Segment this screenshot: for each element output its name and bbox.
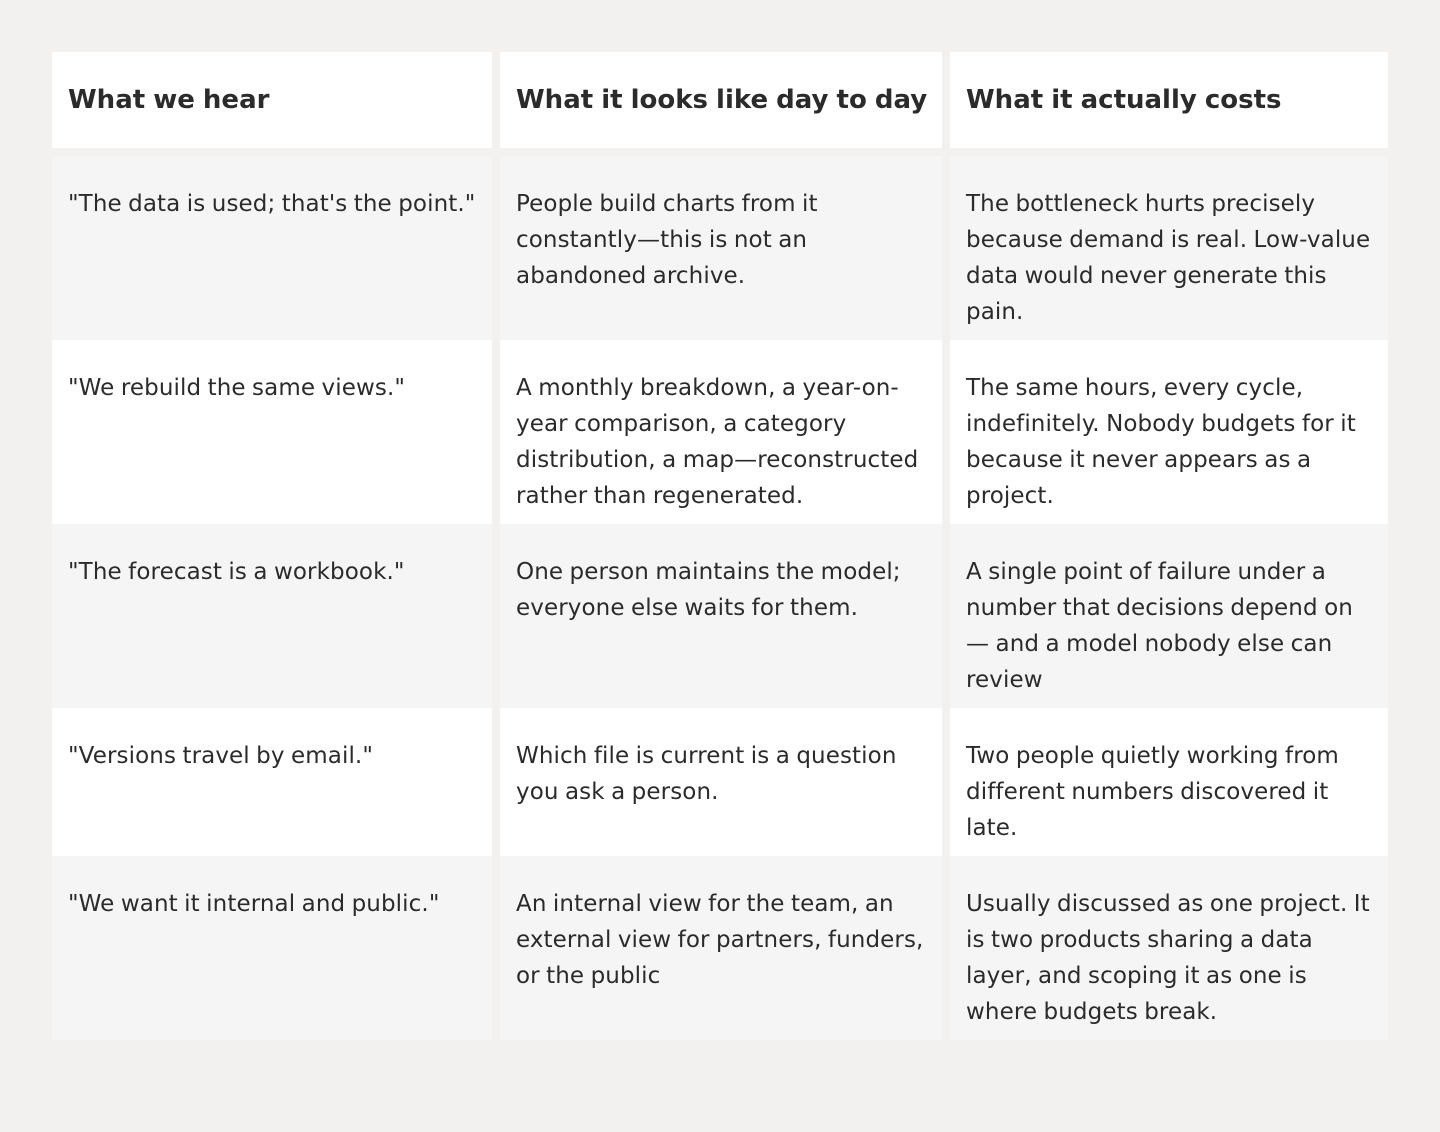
column-header: What it actually costs xyxy=(950,52,1388,148)
table-cell: "The forecast is a workbook." xyxy=(52,524,492,708)
table-cell: "We rebuild the same views." xyxy=(52,340,492,524)
comparison-table xyxy=(52,52,1388,1040)
table-cell: "The data is used; that's the point." xyxy=(52,156,492,340)
table-cell: Which file is current is a question you ask a person. xyxy=(500,708,942,856)
column-header: What we hear xyxy=(52,52,492,148)
table-cell: An internal view for the team, an external view for partners, funders, or the public xyxy=(500,856,942,1040)
table-cell: People build charts from it constantly—this is not an abandoned archive. xyxy=(500,156,942,340)
table-cell: A monthly breakdown, a year-on-year comparison, a category distribution, a map—reconstructed rather than regenerated. xyxy=(500,340,942,524)
table-cell: One person maintains the model; everyone else waits for them. xyxy=(500,524,942,708)
table-cell: "Versions travel by email." xyxy=(52,708,492,856)
column-header: What it looks like day to day xyxy=(500,52,942,148)
table-cell: "We want it internal and public." xyxy=(52,856,492,1040)
table-cell: A single point of failure under a number that decisions depend on — and a model nobody else can review xyxy=(950,524,1388,708)
table-cell: Usually discussed as one project. It is two products sharing a data layer, and scoping it as one is where budgets break. xyxy=(950,856,1388,1040)
table-cell: The bottleneck hurts precisely because demand is real. Low-value data would never generate this pain. xyxy=(950,156,1388,340)
table-cell: Two people quietly working from different numbers discovered it late. xyxy=(950,708,1388,856)
table-cell: The same hours, every cycle, indefinitely. Nobody budgets for it because it never appears as a project. xyxy=(950,340,1388,524)
